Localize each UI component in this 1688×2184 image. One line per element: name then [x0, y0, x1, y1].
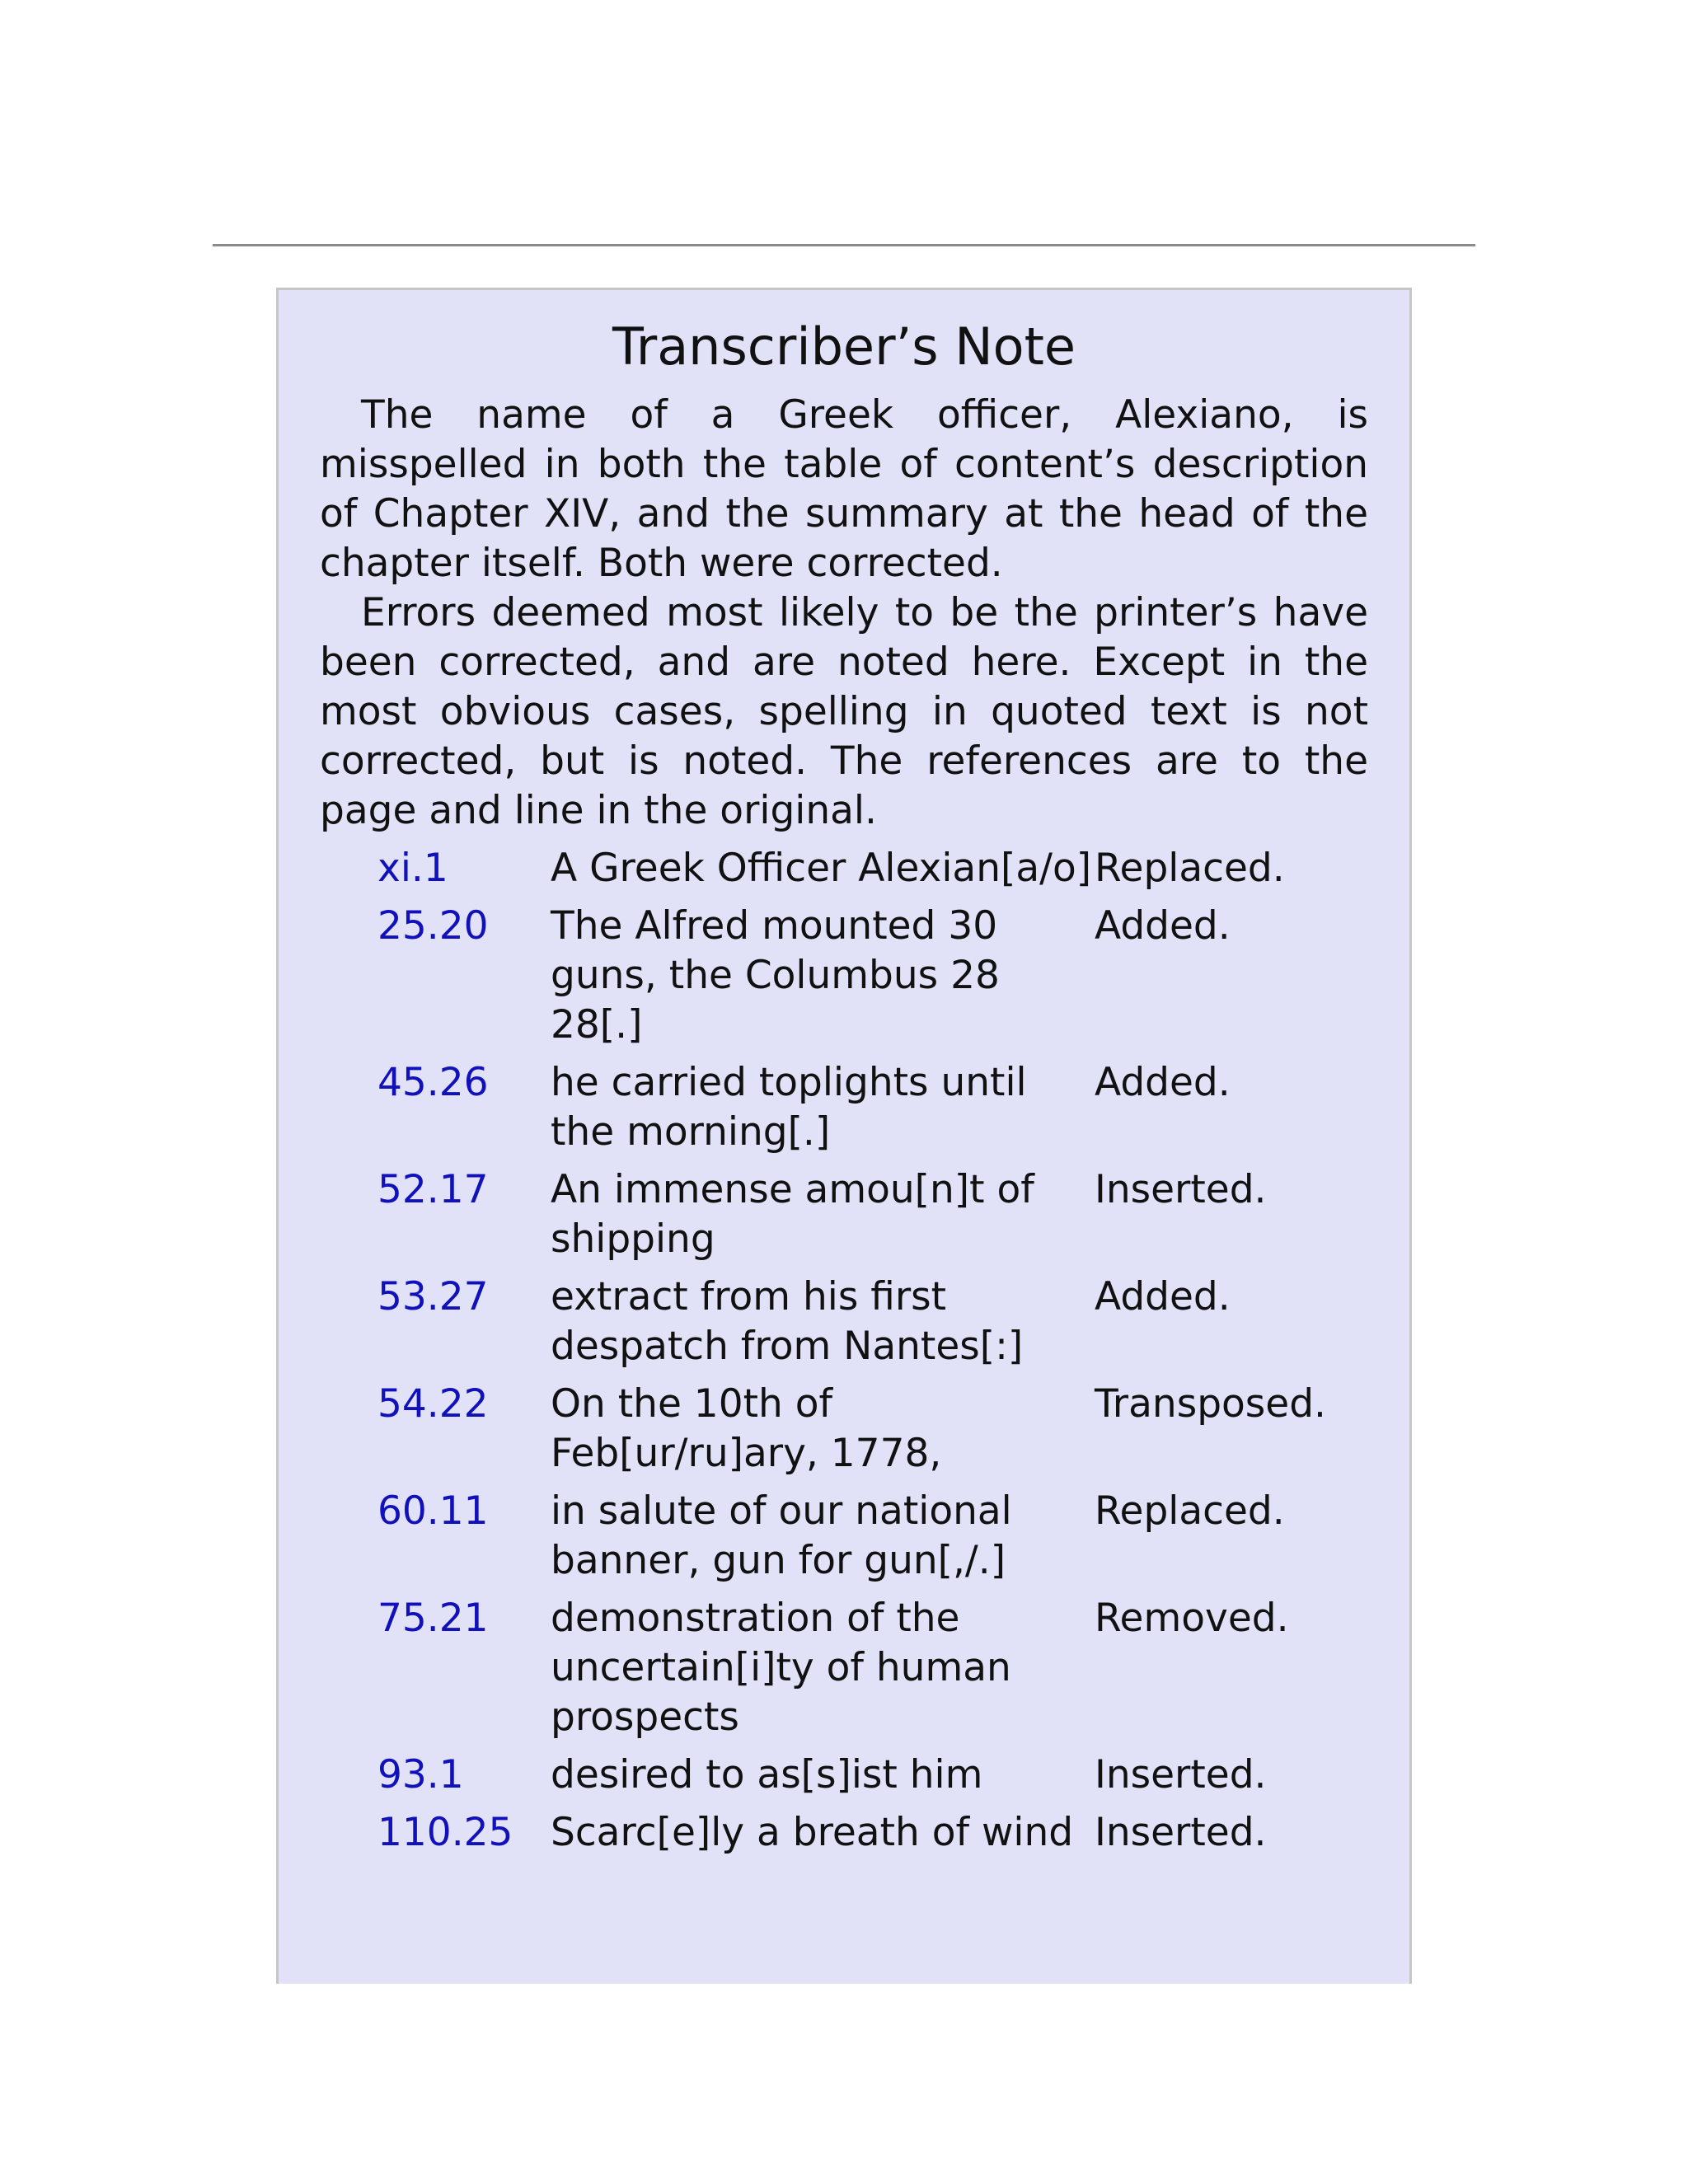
- correction-row: [320, 844, 1368, 893]
- correction-text: A Greek Officer Alexian[a/o]: [551, 846, 1092, 891]
- correction-ref-link[interactable]: 60.11: [377, 1488, 489, 1534]
- correction-action: Replaced.: [1095, 1488, 1285, 1534]
- correction-ref-link[interactable]: 52.17: [377, 1167, 489, 1212]
- correction-ref-link[interactable]: 53.27: [377, 1274, 489, 1319]
- correction-text: desired to as[s]ist him: [551, 1752, 983, 1797]
- correction-ref-link[interactable]: xi.1: [377, 846, 448, 891]
- correction-row: [320, 1058, 1368, 1157]
- correction-ref-link[interactable]: 75.21: [377, 1596, 489, 1641]
- correction-ref-link[interactable]: 93.1: [377, 1752, 464, 1797]
- correction-action: Removed.: [1095, 1596, 1289, 1641]
- correction-text: An immense amou[n]t of shipping: [551, 1167, 1034, 1262]
- correction-action: Added.: [1095, 1274, 1231, 1319]
- correction-text: in salute of our national banner, gun for gun[,/.]: [551, 1488, 1012, 1583]
- corrections-table: [320, 844, 1368, 1858]
- correction-ref-link[interactable]: 45.26: [377, 1060, 489, 1105]
- correction-action: Added.: [1095, 903, 1231, 949]
- correction-text: he carried toplights until the morning[.]: [551, 1060, 1027, 1155]
- note-paragraph-2: Errors deemed most likely to be the printer’s have been corrected, and are noted here. Except in the most obvious cases, spelling in quoted text is not corrected, but is noted. The references are to the page and line in the original.: [320, 590, 1368, 833]
- correction-row: [320, 1487, 1368, 1586]
- correction-action: Inserted.: [1095, 1810, 1267, 1855]
- correction-row: [320, 1750, 1368, 1800]
- correction-ref-link[interactable]: 25.20: [377, 903, 489, 949]
- correction-action: Inserted.: [1095, 1167, 1267, 1212]
- correction-ref-link[interactable]: 110.25: [377, 1810, 513, 1855]
- transcribers-note-box: [276, 288, 1412, 1984]
- correction-action: Inserted.: [1095, 1752, 1267, 1797]
- correction-text: Scarc[e]ly a breath of wind: [551, 1810, 1074, 1855]
- correction-text: demonstration of the uncertain[i]ty of human prospects: [551, 1596, 1011, 1740]
- correction-text: On the 10th of Feb[ur/ru]ary, 1778,: [551, 1381, 942, 1476]
- correction-row: [320, 1380, 1368, 1479]
- correction-row: [320, 1165, 1368, 1264]
- note-title: Transcriber’s Note: [612, 316, 1076, 377]
- correction-action: Added.: [1095, 1060, 1231, 1105]
- correction-ref-link[interactable]: 54.22: [377, 1381, 489, 1427]
- correction-action: Replaced.: [1095, 846, 1285, 891]
- correction-text: extract from his first despatch from Nantes[:]: [551, 1274, 1024, 1369]
- correction-action: Transposed.: [1095, 1381, 1326, 1427]
- correction-row: [320, 902, 1368, 1050]
- correction-row: [320, 1808, 1368, 1858]
- correction-text: The Alfred mounted 30 guns, the Columbus 28 28[.]: [551, 903, 1000, 1047]
- correction-row: [320, 1272, 1368, 1371]
- top-divider: [213, 244, 1475, 246]
- correction-row: [320, 1594, 1368, 1742]
- note-paragraph-1: The name of a Greek officer, Alexiano, is misspelled in both the table of content’s description of Chapter XIV, and the summary at the head of the chapter itself. Both were corrected.: [320, 392, 1368, 586]
